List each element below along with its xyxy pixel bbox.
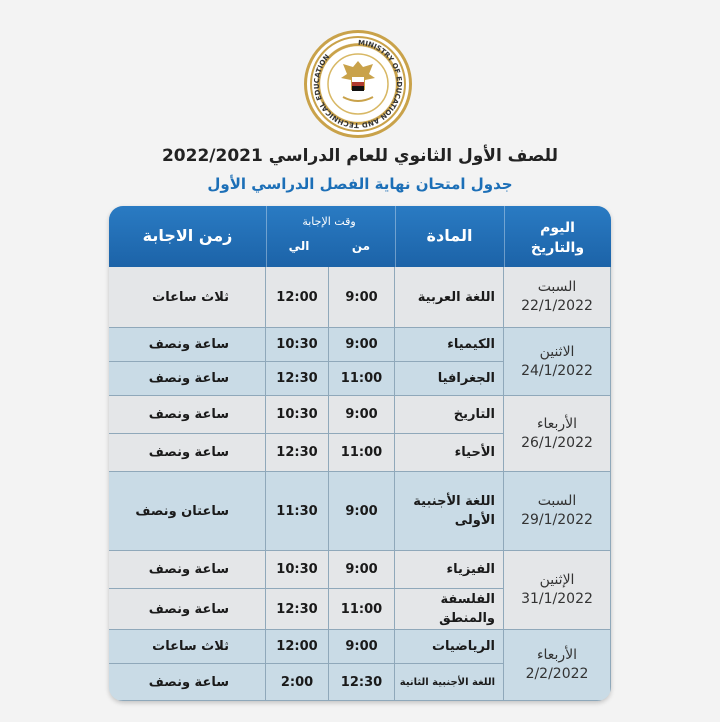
to-time-cell: 12:00 (266, 267, 329, 328)
to-time-cell: 10:30 (266, 328, 329, 362)
duration-cell: ساعة ونصف (109, 664, 266, 701)
from-time-cell: 9:00 (329, 472, 395, 551)
duration-cell: ساعة ونصف (109, 589, 266, 630)
day-date-cell (504, 551, 611, 630)
page-subtitle: جدول امتحان نهاية الفصل الدراسي الأول (207, 175, 513, 193)
header-day: اليوم (540, 220, 575, 236)
header-to: الي (288, 239, 310, 253)
to-time-cell: 11:30 (266, 472, 329, 551)
day-date-cell (504, 472, 611, 551)
header-answer-time: وقت الإجابة (302, 215, 356, 228)
day-date-cell (504, 267, 611, 328)
day-date-cell (504, 328, 611, 396)
day-name: السبت (537, 279, 577, 295)
exam-date: 24/1/2022 (521, 362, 593, 379)
header-subject: المادة (426, 226, 473, 245)
header-duration: زمن الاجابة (142, 226, 233, 245)
duration-cell: ثلاث ساعات (109, 630, 266, 664)
from-time-cell: 11:00 (329, 434, 395, 472)
subject-cell: الأحياء (395, 434, 504, 472)
from-time-cell: 11:00 (329, 362, 395, 396)
exam-date: 31/1/2022 (521, 591, 593, 607)
day-name: الأربعاء (536, 415, 578, 432)
from-time-cell: 12:30 (329, 664, 395, 701)
from-time-cell: 9:00 (329, 630, 395, 664)
header-day-date (504, 218, 611, 258)
eagle-emblem-icon (307, 33, 409, 135)
from-time-cell: 11:00 (329, 589, 395, 630)
duration-cell: ساعتان ونصف (109, 472, 266, 551)
duration-cell: ساعة ونصف (109, 362, 266, 396)
subject-cell: الفلسفة والمنطق (395, 589, 504, 630)
header-date: والتاريخ (530, 240, 585, 256)
duration-cell: ساعة ونصف (109, 328, 266, 362)
from-time-cell: 9:00 (329, 328, 395, 362)
from-time-cell: 9:00 (329, 396, 395, 434)
day-date-cell (504, 396, 611, 472)
day-name: الأربعاء (536, 647, 578, 663)
to-time-cell: 12:30 (266, 434, 329, 472)
exam-date: 2/2/2022 (525, 666, 589, 682)
to-time-cell: 10:30 (266, 551, 329, 589)
exam-schedule-table (109, 206, 611, 701)
subject-cell: اللغة الأجنبية الأولى (395, 472, 504, 551)
duration-cell: ساعة ونصف (109, 434, 266, 472)
subject-cell: الكيمياء (395, 328, 504, 362)
day-name: الاثنين (539, 343, 575, 360)
day-date-cell (504, 630, 611, 701)
table-header (109, 206, 611, 267)
duration-cell: ساعة ونصف (109, 551, 266, 589)
ministry-logo (304, 30, 412, 138)
subject-cell: الفيزياء (395, 551, 504, 589)
day-name: الإثنين (539, 572, 575, 588)
from-time-cell: 9:00 (329, 267, 395, 328)
exam-date: 22/1/2022 (521, 298, 593, 314)
subject-cell: الجغرافيا (395, 362, 504, 396)
exam-date: 26/1/2022 (521, 434, 593, 451)
subject-cell: اللغة العربية (395, 267, 504, 328)
logo-ring-text: MINISTRY OF EDUCATION AND TECHNICAL EDUCATION (312, 38, 403, 130)
subject-cell: اللغة الأجنبية الثانية (395, 664, 504, 701)
to-time-cell: 2:00 (266, 664, 329, 701)
day-name: السبت (537, 493, 577, 509)
duration-cell: ثلاث ساعات (109, 267, 266, 328)
header-from: من (351, 239, 371, 253)
to-time-cell: 10:30 (266, 396, 329, 434)
subject-cell: الرياضيات (395, 630, 504, 664)
to-time-cell: 12:30 (266, 362, 329, 396)
page-title: للصف الأول الثانوي للعام الدراسي 2022/2021 (161, 146, 559, 166)
to-time-cell: 12:30 (266, 589, 329, 630)
subject-cell: التاريخ (395, 396, 504, 434)
from-time-cell: 9:00 (329, 551, 395, 589)
exam-date: 29/1/2022 (521, 512, 593, 528)
to-time-cell: 12:00 (266, 630, 329, 664)
duration-cell: ساعة ونصف (109, 396, 266, 434)
